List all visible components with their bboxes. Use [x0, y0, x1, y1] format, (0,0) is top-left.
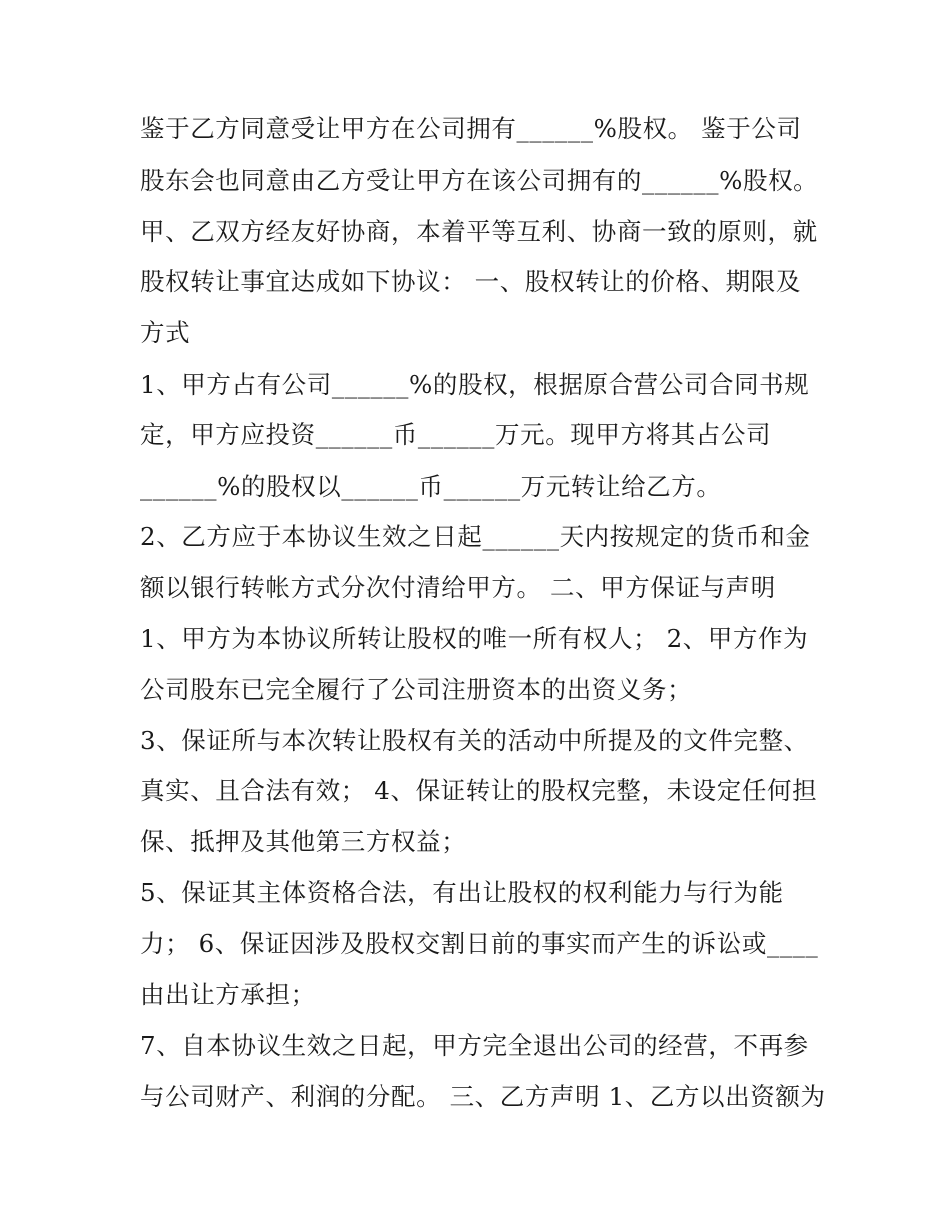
text-line: 力； 6、保证因涉及股权交割日前的事实而产生的诉讼或____: [140, 929, 819, 958]
text-line: 真实、且合法有效； 4、保证转让的股权完整，未设定任何担: [140, 776, 818, 805]
text-line: 额以银行转帐方式分次付清给甲方。 二、甲方保证与声明: [140, 573, 776, 602]
text-line: 甲、乙双方经友好协商，本着平等互利、协商一致的原则，就: [140, 217, 818, 246]
text-line: 公司股东已完全履行了公司注册资本的出资义务；: [140, 675, 693, 704]
text-line: 5、保证其主体资格合法，有出让股权的权利能力与行为能: [140, 878, 784, 907]
text-line: 2、乙方应于本协议生效之日起______天内按规定的货币和金: [140, 522, 811, 551]
text-line: 由出让方承担；: [140, 980, 316, 1009]
text-line: 方式: [140, 318, 191, 347]
text-line: 与公司财产、利润的分配。 三、乙方声明 1、乙方以出资额为: [140, 1082, 826, 1111]
text-line: 7、自本协议生效之日起，甲方完全退出公司的经营，不再参: [140, 1031, 809, 1060]
text-line: 保、抵押及其他第三方权益；: [140, 827, 467, 856]
text-line: 定，甲方应投资______币______万元。现甲方将其占公司: [140, 420, 772, 449]
text-line: 3、保证所与本次转让股权有关的活动中所提及的文件完整、: [140, 726, 809, 755]
text-line: 股东会也同意由乙方受让甲方在该公司拥有的______%股权。: [140, 166, 819, 195]
text-line: 1、甲方为本协议所转让股权的唯一所有权人； 2、甲方作为: [140, 624, 809, 653]
text-line: 1、甲方占有公司______%的股权，根据原合营公司合同书规: [140, 370, 810, 399]
text-line: 股权转让事宜达成如下协议： 一、股权转让的价格、期限及: [140, 267, 801, 296]
text-line: ______%的股权以______币______万元转让给乙方。: [140, 472, 722, 501]
text-line: 鉴于乙方同意受让甲方在公司拥有______%股权。 鉴于公司: [140, 114, 802, 143]
